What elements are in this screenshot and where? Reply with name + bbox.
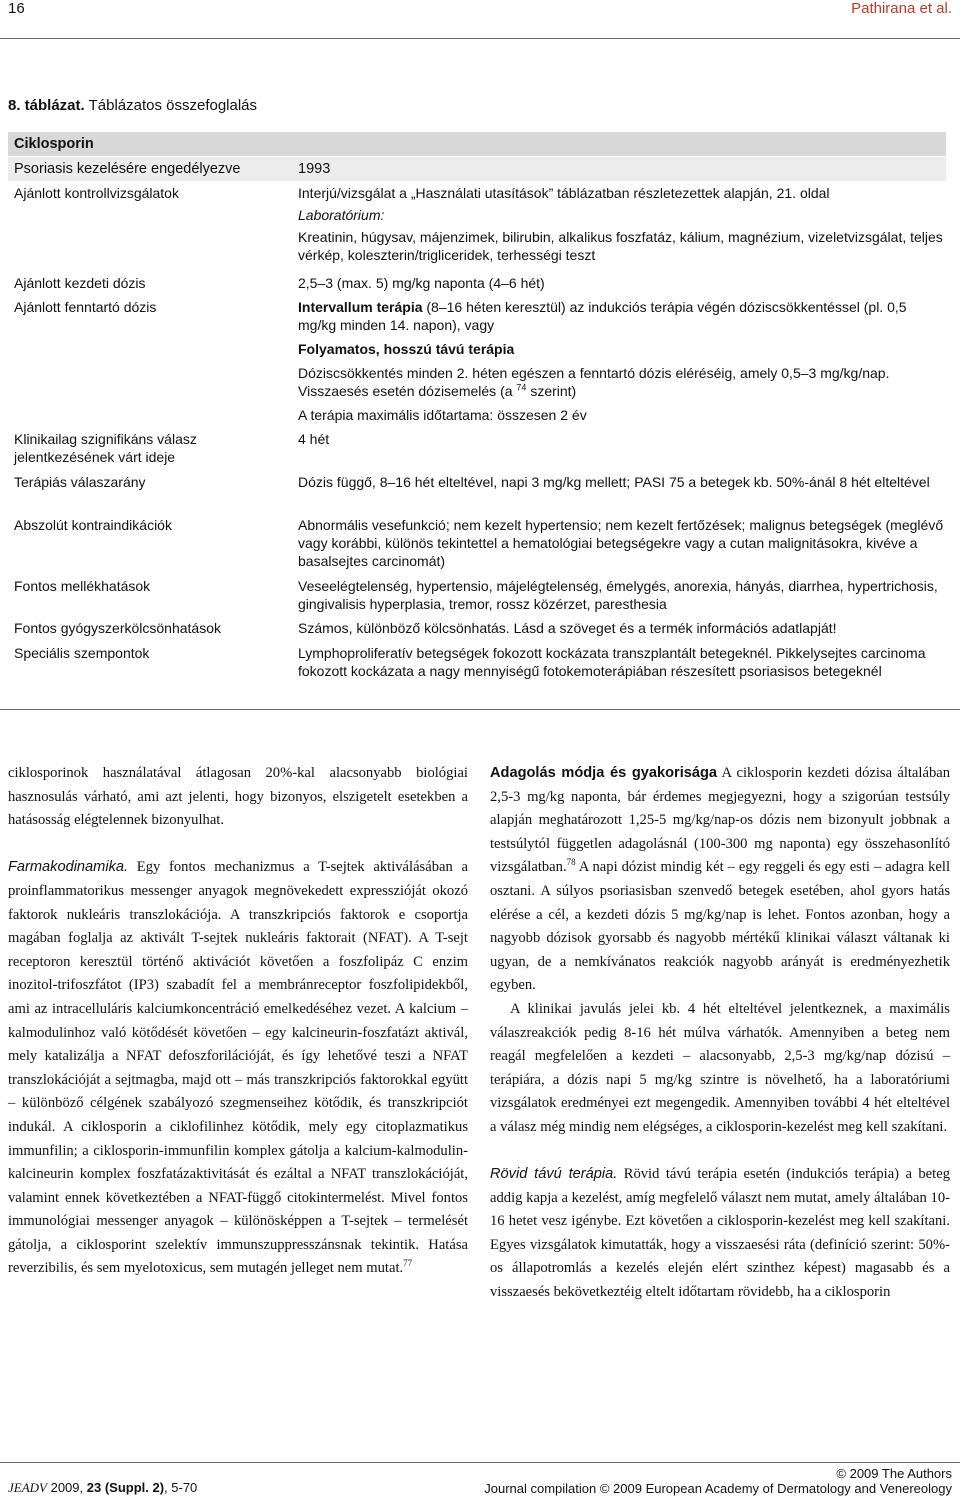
reference-superscript: 78 (566, 857, 576, 868)
page-header (8, 0, 952, 22)
paragraph: A klinikai javulás jelei kb. 4 hét elteltével jelentkeznek, a maximális válaszreakciók pedig 8-16 hét múlva várhatók. Amennyiben a beteg nem reagál megfelelően a kezdeti – alacsonyabb, 2,5-3 mg/kg/nap dózisú – terápiára, a dózis napi 5 mg/kg szintre is növelhető, ha a laboratóriumi vizsgálatok eredményei ezt megengedik. Amennyiben további 4 hét elteltével a válasz még mindig nem elégséges, a ciklosporin-kezelést meg kell szakítani. (490, 1000, 950, 1135)
journal-year: 2009, (46, 1480, 87, 1495)
approval-year: 1993 (298, 161, 331, 177)
row-label: Fontos mellékhatások (14, 578, 151, 594)
copyright-authors: © 2009 The Authors (836, 1466, 952, 1481)
reference-superscript: 74 (516, 382, 527, 393)
row-label: Terápiás válaszarány (14, 474, 146, 490)
row-value: 2,5–3 (max. 5) mg/kg naponta (4–6 hét) (298, 275, 545, 291)
paragraph (490, 762, 950, 998)
row-label: Abszolút kontraindikációk (14, 517, 172, 533)
paragraph: ciklosporinok használatával átlagosan 20%-kal alacsonyabb biológiai hasznosulás várható, ami azt jelenti, hogy bizonyos, elszigetelt esetekben a hatásosság elégtelennek bizonyulhat. (8, 765, 468, 829)
row-value (298, 298, 948, 424)
row-value: Számos, különböző kölcsönhatás. Lásd a szöveget és a termék információs adatlapját! (298, 620, 837, 636)
copyright-journal: Journal compilation © 2009 European Academy of Dermatology and Venereology (484, 1481, 952, 1496)
lab-tests: Kreatinin, húgysav, májenzimek, bilirubin, alkalikus foszfatáz, kálium, magnézium, vizeletvizsgálat, teljes vérkép, koleszterin/trigliceridek, terhességi teszt (298, 229, 943, 263)
row-label: Klinikailag szignifikáns válasz jelentkezésének várt ideje (14, 431, 197, 465)
row-value: 4 hét (298, 431, 330, 447)
row-label: Ajánlott fenntartó dózis (14, 299, 157, 315)
row-value (298, 184, 948, 264)
body-column-left (8, 762, 468, 1281)
dose-reduction-tail: szerint) (526, 383, 577, 399)
row-label: Ajánlott kezdeti dózis (14, 275, 146, 291)
table-bottom-rule (0, 709, 960, 710)
header-rule (0, 38, 960, 39)
paragraph-text: Egy fontos mechanizmus a T-sejtek aktiválásában a proinflammatorikus messenger anyagok megnövekedett expresszióját okozó faktorok nukleáris transzlokációja. A transzkripciós faktorok e csoportja magában foglalja az aktivált T-sejtek nukleáris faktorait (NFAT). A T-sejt receptoron keresztül történő aktivációt követően a foszfolipáz C enzim inozitol-trifoszfátot (IP3) szabadít fel a membránreceptor foszfolipidekből, ami az intracelluláris kalciumkoncentráció emelkedéséhez vezet. A kalcium – kalmodulinhoz való kötődését követően – egy kalcineurin-foszfatázt aktivál, mely katalizálja a NFAT defoszforilációját, és így lehetővé teszi a NFAT transzlokációját a sejtmagba, majd ott – más transzkripciós faktorokkal együtt – különböző célgének szabályozó szegmenseihez kötődik, és transzkripciót indukál. A ciklosporin a ciklofilinhez kötődik, mely egy citoplazmatikus immunfilin; a ciklosporin-immunfilin komplex gátolja a kalcium-kalmodulin-kalcineurin komplex foszfatázaktivitását és ezáltal a NFAT transzlokációját, valamint ennek következtében a NFAT-függő citokintermelést. Mivel fontos immunológiai messenger anyagok – különösképpen a T-sejtek – termelését gátolja, a ciklosporint szelektív immunszuppresszánsnak tekintik. Hatása reverzibilis, és sem myelotoxicus, sem mutagén jelleget nem mutat. (8, 859, 468, 1277)
row-value: Abnormális vesefunkció; nem kezelt hypertensio; nem kezelt fertőzések; malignus betegségek (meglévő vagy korábbi, különös tekintettel a hematológiai betegségekre vagy a cutan malignitásokra, kivéve a basalsejtes carcinomát) (298, 517, 944, 569)
journal-citation (8, 1480, 197, 1495)
continuous-therapy-label: Folyamatos, hosszú távú terápia (298, 341, 515, 357)
journal-pages: , 5-70 (164, 1480, 198, 1495)
paragraph-text: Rövid távú terápia esetén (indukciós terápia) a beteg addig kapja a kezelést, amíg megfelelő választ nem mutat, amely általában 10-16 hetet vesz igénybe. Ezt követően a ciklosporin-kezelést meg kell szakítani. Egyes vizsgálatok kimutatták, hogy a visszaesési ráta (definíció szerint: 50%-os állapotromlás a kezelés elején elért szinthez képest) magasabb és a visszaesés bekövetkeztéig eltelt időtartam rövidebb, ha a ciklosporin (490, 1166, 950, 1301)
page-number: 16 (8, 0, 25, 17)
paragraph (8, 856, 468, 1281)
row-value: Veseelégtelenség, hypertensio, májelégtelenség, émelygés, anorexia, hányás, diarrhea, hypertrichosis, gingivalisis hyperplasia, tremor, rossz közérzet, paresthesia (298, 578, 938, 612)
max-duration: A terápia maximális időtartama: összesen 2 év (298, 407, 587, 423)
intermittent-therapy-text: (8–16 héten keresztül) az indukciós terápia végén dóziscsökkentéssel (pl. 0,5 mg/kg minden 14. napon), vagy (298, 299, 907, 333)
section-heading: Adagolás módja és gyakorisága (490, 765, 718, 781)
running-authors: Pathirana et al. (851, 0, 952, 17)
table-drug-title: Ciklosporin (8, 132, 946, 156)
row-label: Speciális szempontok (14, 645, 150, 661)
table-caption (8, 97, 257, 114)
table-caption-text: Táblázatos összefoglalás (84, 97, 258, 114)
approval-label: Psoriasis kezelésére engedélyezve (14, 161, 241, 177)
intermittent-therapy-label: Intervallum terápia (298, 299, 423, 315)
footer-rule (0, 1462, 960, 1463)
row-label: Ajánlott kontrollvizsgálatok (14, 185, 179, 201)
table-approval-row (8, 157, 946, 181)
section-heading: Rövid távú terápia. (490, 1166, 618, 1183)
reference-superscript: 77 (403, 1258, 413, 1269)
row-value: Dózis függő, 8–16 hét elteltével, napi 3 mg/kg mellett; PASI 75 a betegek kb. 50%-ánál 8 hét elteltével (298, 474, 930, 490)
table-caption-label: 8. táblázat. (8, 97, 85, 114)
monitoring-interview: Interjú/vizsgálat a „Használati utasítások” táblázatban részletezettek alapján, 21. oldal (298, 185, 830, 201)
paragraph-text: A ciklosporin kezdeti dózisa általában 2,5-3 mg/kg naponta, bár érdemes megjegyezni, hogy a szigorúan testsúly alapján meghatározott 1,25-5 mg/kg/nap-os dózis nem bizonyult jobbnak a testsúlytól független adagolásnál (100-300 mg naponta) egy összehasonlító vizsgálatban. (490, 765, 951, 876)
row-label: Fontos gyógyszerkölcsönhatások (14, 620, 221, 636)
body-column-right (490, 762, 950, 1305)
journal-volume: 23 (Suppl. 2) (86, 1480, 165, 1495)
row-value: Lymphoproliferatív betegségek fokozott kockázata transzplantált betegeknél. Pikkelysejtes carcinoma fokozott kockázata a nagy mennyiségű fotokemoterápiában részesített psoriasisos betegeknél (298, 645, 926, 679)
section-heading: Farmakodinamika. (8, 859, 129, 876)
journal-name: JEADV (8, 1480, 47, 1495)
paragraph-text: A napi dózist mindig két – egy reggeli és egy esti – adagra kell osztani. A súlyos psoriasisban szenvedő betegek esetében, ahol gyors hatás elérése a cél, a kezdeti dózis 5 mg/kg/nap is lehet. Fontos azonban, hogy a nagyobb dózisok gyorsabb és nagyobb mértékű klinikai választ váltanak ki ugyan, de a nemkívánatos reakciók nagyobb arányát is eredményezhetik egyben. (490, 859, 950, 994)
paragraph (490, 1163, 950, 1305)
lab-heading: Laboratórium: (298, 207, 385, 223)
dose-reduction-text: Dóziscsökkentés minden 2. héten egészen a fenntartó dózis eléréséig, amely 0,5–3 mg/kg/nap. Visszaesés esetén dózisemelés (a (298, 365, 890, 399)
